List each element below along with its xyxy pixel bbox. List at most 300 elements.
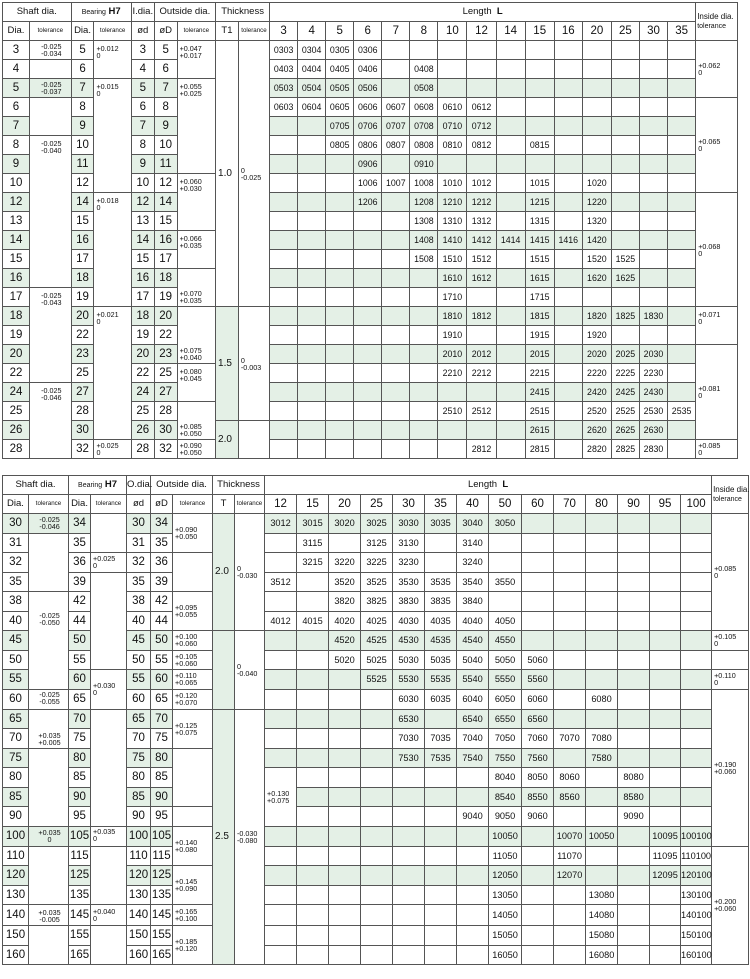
shaft-diameter: 160 [3,945,29,965]
length-code [298,231,326,250]
tolerance-upper: +0.080 [179,367,202,376]
length-code: 0603 [270,98,298,117]
length-code [298,174,326,193]
length-code [650,945,681,965]
length-code [329,729,361,749]
length-code [270,383,298,402]
length-code [329,689,361,709]
out-tolerance-cell [177,307,215,364]
length-code: 5560 [522,670,554,690]
length-code: 7070 [554,729,586,749]
length-code [382,364,410,383]
length-code [611,288,639,307]
length-code [361,846,393,866]
tolerance-upper: +0.110 [175,671,197,681]
length-code [270,440,298,459]
length-code [298,269,326,288]
length-code [650,905,681,926]
length-code: 7550 [489,748,522,768]
length-code [554,807,586,827]
tolerance-lower: +0.080 [175,844,198,854]
table-row [3,846,749,866]
length-code: 6530 [393,709,425,729]
length-code [326,326,354,345]
length-code: 6035 [425,689,457,709]
length-code [382,383,410,402]
length-code [554,250,582,269]
length-code [326,174,354,193]
bearing-diameter: 34 [69,514,91,534]
length-code [650,926,681,946]
table-row [3,41,738,60]
length-code: 1515 [525,250,554,269]
length-code [265,729,297,749]
tolerance-upper: +0.085 [714,564,737,573]
length-code [554,592,586,612]
shaft-tolerance-cell [30,383,72,459]
tolerance-upper: +0.012 [96,44,119,53]
tolerance-upper: +0.100 [175,632,198,642]
tolerance-upper: +0.190 [714,759,737,769]
outer-diameter: 70 [151,709,173,729]
length-code [496,440,525,459]
length-code: 2012 [467,345,496,364]
tolerance-value [96,311,118,325]
length-code [361,787,393,807]
length-code [586,592,618,612]
outer-diameter: 7 [154,79,177,98]
length-code [522,926,554,946]
out-tolerance-cell [265,768,297,827]
tolerance-upper: +0.068 [698,241,721,251]
length-code: 1910 [438,326,467,345]
shaft-diameter: 75 [3,748,29,768]
length-code [639,79,667,98]
length-code [425,709,457,729]
length-code [618,533,650,553]
outer-diameter: 105 [151,826,173,846]
inner-diameter: 40 [127,611,151,631]
inner-diameter: 5 [131,79,154,98]
length-code [522,514,554,534]
bearing-diameter: 25 [71,364,94,383]
length-code: 7035 [425,729,457,749]
length-header: Length L [265,476,712,495]
shaft-tolerance-cell [30,60,72,79]
length-code: 8560 [554,787,586,807]
length-code: 1010 [438,174,467,193]
inner-diameter: 31 [127,533,151,553]
length-code [667,250,695,269]
bearing-diameter: 55 [69,650,91,670]
tolerance-value [32,43,71,57]
length-code [265,553,297,573]
outer-diameter: 25 [154,364,177,383]
length-code [554,288,582,307]
length-code [326,402,354,421]
length-code [618,926,650,946]
length-code [361,945,393,965]
length-code: 12050 [489,866,522,886]
length-code [354,326,382,345]
length-code [582,79,611,98]
ins-tolerance-cell [696,98,738,193]
length-code: 1008 [410,174,438,193]
inner-diameter: 60 [127,689,151,709]
tolerance-lower: +0.035 [179,241,202,250]
ins-tolerance-cell [696,193,738,307]
bear-tolerance-cell [91,926,127,965]
bear-tolerance-cell [94,193,131,307]
outer-diameter: 27 [154,383,177,402]
bearing-diameter: 18 [71,269,94,288]
out-tolerance-cell [173,670,213,690]
bear-tolerance-cell [94,307,131,440]
length-code [410,269,438,288]
length-code [393,905,425,926]
length-code [650,807,681,827]
shaft-diameter: 28 [3,440,30,459]
length-code [554,307,582,326]
outer-diameter: 32 [154,440,177,459]
length-code: 10050 [489,826,522,846]
length-code: 0705 [326,117,354,136]
tolerance-upper: +0.095 [175,603,198,612]
length-col-header: 30 [639,22,667,41]
length-code: 2030 [639,345,667,364]
length-code: 3240 [457,553,489,573]
length-code [554,383,582,402]
length-code: 0405 [326,60,354,79]
bearing-diameter: 20 [71,307,94,326]
length-code [489,553,522,573]
length-code: 3125 [361,533,393,553]
length-col-header: 20 [329,495,361,514]
length-code [425,846,457,866]
table-row [3,79,738,98]
outer-diameter: 65 [151,689,173,709]
length-code [298,383,326,402]
length-code: 16050 [489,945,522,965]
thickness-tolerance [235,709,265,965]
length-code: 1012 [467,174,496,193]
bear-tolerance-cell [91,572,127,670]
shaft-diameter: 22 [3,364,30,383]
tolerance-upper: +0.145 [175,877,198,886]
length-code: 3825 [361,592,393,612]
tolerance-value [96,442,118,456]
length-code [326,231,354,250]
length-code: 2215 [525,364,554,383]
inner-dia-header: I.dia. [131,3,154,22]
length-code [382,231,410,250]
length-code [639,174,667,193]
length-code [298,364,326,383]
tolerance-lower: 0 [698,248,703,258]
length-code: 3050 [489,514,522,534]
length-code [639,269,667,288]
length-code: 3525 [361,572,393,592]
length-code [618,729,650,749]
length-code [522,631,554,651]
length-code [681,572,712,592]
inner-diameter: 140 [127,905,151,926]
length-code: 1006 [354,174,382,193]
bearing-diameter: 11 [71,155,94,174]
length-code [554,670,586,690]
length-code: 1220 [582,193,611,212]
bearing-diameter: 90 [69,787,91,807]
length-code: 0807 [382,136,410,155]
length-code [681,709,712,729]
bear-tolerance-cell [91,553,127,573]
length-code: 3040 [457,514,489,534]
length-code: 0506 [354,79,382,98]
tolerance-subheader: tolerance [235,495,265,514]
length-code [270,117,298,136]
length-col-header: 5 [326,22,354,41]
length-code: 12070 [554,866,586,886]
bearing-diameter: 39 [69,572,91,592]
length-code: 0303 [270,41,298,60]
out-tolerance-cell [173,905,213,926]
length-code [496,402,525,421]
inner-diameter: 65 [127,709,151,729]
tolerance-upper: -0.030 [237,828,258,838]
length-col-header: 12 [265,495,297,514]
tolerance-lower: 0 [96,203,101,212]
length-code [667,269,695,288]
length-code [667,98,695,117]
length-code [522,611,554,631]
length-col-header: 95 [650,495,681,514]
length-code [270,269,298,288]
thickness-header: Thickness [216,3,270,22]
out-tolerance-cell [177,269,215,307]
length-code [298,421,326,440]
length-code [586,768,618,788]
length-code [667,79,695,98]
thickness-tolerance [238,41,269,307]
bearing-diameter: 95 [69,807,91,827]
length-code [554,885,586,905]
inner-diameter: 100 [127,826,151,846]
tolerance-lower: -0.030 [237,571,258,580]
length-code [522,885,554,905]
tolerance-upper: +0.165 [175,907,198,916]
length-code: 5040 [457,650,489,670]
out-tolerance-cell [177,41,215,79]
length-code [554,572,586,592]
length-code [265,650,297,670]
length-code: 1412 [467,231,496,250]
tolerance-upper: +0.015 [96,82,119,91]
t1-subheader: T1 [216,22,239,41]
tolerance-value [698,62,720,76]
length-code [457,768,489,788]
length-code [354,364,382,383]
length-code [639,250,667,269]
length-code [554,79,582,98]
length-code [496,364,525,383]
length-code: 0710 [438,117,467,136]
length-code [354,231,382,250]
thickness-t-value: 2.0 [218,433,232,445]
tolerance-lower: 0 [698,317,703,326]
length-code [265,689,297,709]
length-code [586,709,618,729]
bearing-diameter: 35 [69,533,91,553]
inner-diameter: 13 [131,212,154,231]
length-code: 6030 [393,689,425,709]
tolerance-value [175,692,197,706]
tolerance-upper: +0.055 [179,82,202,91]
length-code [554,514,586,534]
length-code [410,307,438,326]
length-code [270,288,298,307]
length-code [298,307,326,326]
length-code: 1015 [525,174,554,193]
length-code [326,440,354,459]
length-code: 7540 [457,748,489,768]
outer-diameter: 90 [151,787,173,807]
length-code [554,553,586,573]
length-code [611,155,639,174]
outer-diameter: 44 [151,611,173,631]
length-code [522,592,554,612]
length-code: 1812 [467,307,496,326]
size-table-2 [2,475,749,965]
length-code [382,345,410,364]
bearing-diameter: 5 [71,41,94,60]
length-code [586,846,618,866]
length-code [650,729,681,749]
length-code: 5030 [393,650,425,670]
length-code: 2220 [582,364,611,383]
tolerance-lower: 0 [93,688,98,698]
length-code [361,748,393,768]
thickness-tolerance [238,421,269,459]
bearing-diameter: 50 [69,631,91,651]
tolerance-value [175,672,197,686]
length-code [554,269,582,288]
tolerance-lower: +0.060 [714,904,737,914]
length-code [361,689,393,709]
tolerance-lower: +0.050 [179,448,202,457]
thickness-t-value: 2.5 [215,830,229,842]
length-code [270,307,298,326]
outer-diameter: 5 [154,41,177,60]
length-code [554,440,582,459]
outer-diameter: 85 [151,768,173,788]
length-code: 6560 [522,709,554,729]
length-code [639,193,667,212]
tolerance-lower: +0.050 [179,429,202,438]
length-code: 8580 [618,787,650,807]
tolerance-upper: +0.025 [96,441,119,450]
tolerance-upper: -0.025 [39,515,60,525]
bear-tolerance-cell [94,440,131,459]
length-code: 5050 [489,650,522,670]
length-code [326,212,354,231]
length-code [298,345,326,364]
length-code: 4535 [425,631,457,651]
length-code [611,117,639,136]
length-col-header: 25 [611,22,639,41]
length-code [467,383,496,402]
length-code [265,709,297,729]
length-code: 2825 [611,440,639,459]
bearing-diameter: 12 [71,174,94,193]
length-code [393,787,425,807]
thickness-tolerance [235,514,265,631]
bearing-diameter: 36 [69,553,91,573]
length-code: 3115 [297,533,329,553]
inner-diameter: 32 [127,553,151,573]
length-code: 2815 [525,440,554,459]
outer-diameter: 55 [151,650,173,670]
tolerance-lower: -0.037 [41,87,62,96]
tolerance-upper: -0.025 [41,139,62,148]
size-table-1 [2,2,738,459]
length-code [639,98,667,117]
tolerance-lower: +0.060 [175,639,198,649]
tolerance-subheader: tolerance [30,22,72,41]
length-code [522,826,554,846]
length-code [298,288,326,307]
inner-diameter: 9 [131,155,154,174]
length-code [326,269,354,288]
length-code [681,592,712,612]
length-code [554,926,586,946]
length-code [298,193,326,212]
length-code [361,926,393,946]
length-code [554,748,586,768]
thickness-tolerance [235,631,265,710]
length-code [496,174,525,193]
length-code [297,592,329,612]
length-code: 3540 [457,572,489,592]
length-code [329,533,361,553]
length-code: 2015 [525,345,554,364]
length-code [361,866,393,886]
tolerance-lower: 0 [714,571,719,580]
length-code: 16080 [586,945,618,965]
length-code [425,553,457,573]
length-code: 2520 [582,402,611,421]
length-code [496,288,525,307]
ins-tolerance-cell [712,670,749,690]
inner-diameter: 35 [127,572,151,592]
length-code [382,193,410,212]
length-code [667,364,695,383]
length-code: 3012 [265,514,297,534]
length-code [582,98,611,117]
tolerance-upper: +0.025 [93,554,116,564]
length-code [457,787,489,807]
shaft-tolerance-cell [29,846,69,905]
length-code [270,250,298,269]
length-code: 0404 [298,60,326,79]
length-code [410,41,438,60]
tolerance-upper: +0.105 [175,651,198,661]
length-code [270,231,298,250]
length-code: 8060 [554,768,586,788]
tolerance-upper: -0.025 [41,42,62,51]
length-code: 2210 [438,364,467,383]
outer-diameter: 22 [154,326,177,345]
length-code: 1520 [582,250,611,269]
